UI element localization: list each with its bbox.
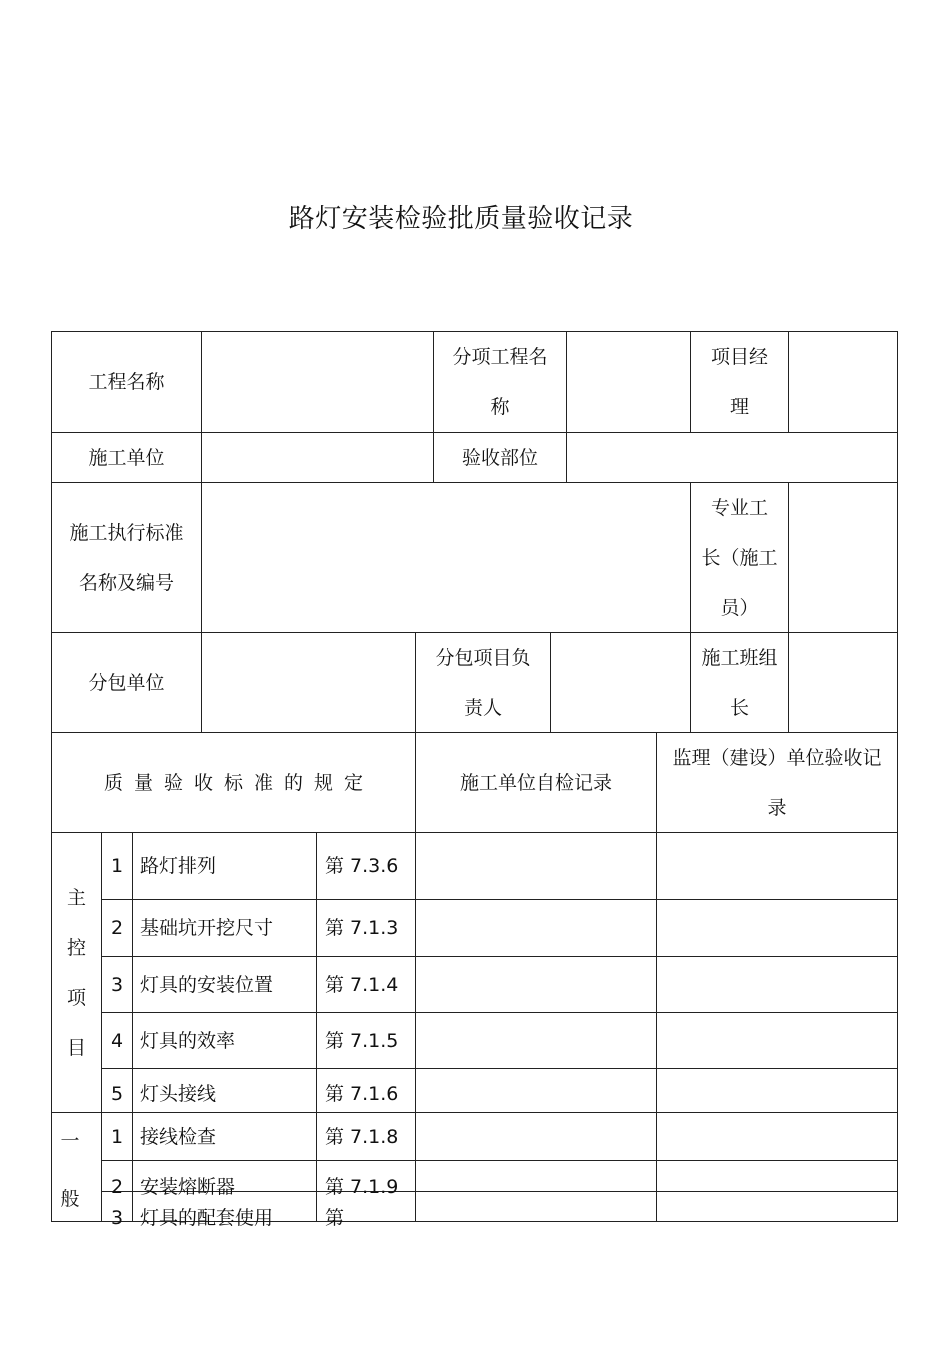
self-check-header: 施工单位自检记录 (459, 771, 612, 794)
table-line (897, 331, 898, 1222)
subcontract-manager-label (416, 633, 550, 732)
general-item-no: 3 (110, 1207, 124, 1229)
subcontract-unit-label: 分包单位 (88, 671, 165, 694)
foreman-value[interactable] (789, 483, 897, 632)
subcontract-manager-label-line1: 分包项目负 (435, 646, 531, 669)
main-control-char: 主 (66, 886, 86, 909)
main-item-name: 灯头接线 (140, 1083, 217, 1105)
main-item-name: 路灯排列 (140, 855, 217, 877)
quality-standard-header: 质量验收标准的规定 (103, 771, 374, 794)
main-item-no: 4 (110, 1029, 124, 1052)
general-item-clause: 第 7.1.9 (325, 1176, 399, 1198)
acceptance-part-label: 验收部位 (461, 446, 538, 469)
main-control-label (52, 833, 101, 1112)
main-control-char: 项 (66, 986, 86, 1009)
sub-project-name-value[interactable] (567, 332, 690, 432)
sub-project-name-label (434, 332, 566, 432)
team-leader-value[interactable] (789, 633, 897, 732)
main-item-clause: 第 7.1.4 (325, 973, 399, 996)
standard-label-line1: 施工执行标准 (69, 521, 184, 544)
standard-label-line2: 名称及编号 (78, 571, 174, 594)
main-item-no: 5 (110, 1083, 124, 1105)
team-leader-label (691, 633, 788, 732)
main-item-name: 灯具的安装位置 (140, 973, 274, 996)
general-item-no: 1 (110, 1125, 124, 1148)
main-item-no: 1 (110, 855, 124, 877)
general-item-no: 2 (110, 1176, 124, 1198)
project-manager-label-line1: 项目经 (710, 346, 768, 368)
general-label (52, 1116, 88, 1226)
main-item-no: 2 (110, 917, 124, 939)
main-item-clause: 第 7.1.5 (325, 1029, 399, 1052)
supervision-header-line2: 录 (767, 796, 787, 819)
subcontract-manager-label-line2: 责人 (463, 696, 502, 719)
foreman-label-line2: 长（施工 (701, 546, 778, 569)
foreman-label-line3: 员） (720, 596, 759, 619)
self-check-cell[interactable] (416, 833, 656, 1221)
sub-project-name-label-line1: 分项工程名 (452, 346, 548, 368)
standard-label (52, 483, 201, 632)
project-manager-label (691, 332, 788, 432)
main-item-name: 基础坑开挖尺寸 (140, 917, 274, 939)
general-item-name: 安装熔断器 (140, 1176, 236, 1198)
general-item-name: 灯具的配套使用 (140, 1207, 274, 1229)
general-item-name: 接线检查 (140, 1125, 217, 1148)
general-item-clause: 第 (325, 1207, 345, 1229)
page-title: 路灯安装检验批质量验收记录 (288, 204, 634, 234)
project-manager-value[interactable] (789, 332, 897, 432)
supervision-header (657, 733, 897, 832)
general-char: 一 (60, 1130, 80, 1152)
main-item-no: 3 (110, 973, 124, 996)
sub-project-name-label-line2: 称 (490, 396, 510, 418)
subcontract-manager-value[interactable] (551, 633, 690, 732)
main-item-clause: 第 7.3.6 (325, 855, 399, 877)
project-name-label: 工程名称 (88, 371, 165, 393)
team-leader-label-line1: 施工班组 (701, 646, 778, 669)
project-name-value[interactable] (202, 332, 433, 432)
construction-unit-label: 施工单位 (88, 446, 165, 469)
team-leader-label-line2: 长 (729, 696, 749, 719)
supervision-header-line1: 监理（建设）单位验收记 (672, 746, 882, 769)
main-item-clause: 第 7.1.3 (325, 917, 399, 939)
main-item-name: 灯具的效率 (140, 1029, 236, 1052)
foreman-label (691, 483, 788, 632)
general-item-clause: 第 7.1.8 (325, 1125, 399, 1148)
main-control-char: 控 (66, 936, 86, 959)
standard-value[interactable] (202, 483, 690, 632)
general-char: 般 (60, 1188, 80, 1210)
main-control-char: 目 (66, 1036, 86, 1059)
main-item-clause: 第 7.1.6 (325, 1083, 399, 1105)
table-line (316, 832, 317, 1222)
subcontract-unit-value[interactable] (202, 633, 415, 732)
construction-unit-value[interactable] (202, 433, 433, 482)
project-manager-label-line2: 理 (729, 396, 749, 418)
table-line (132, 832, 133, 1222)
supervision-cell[interactable] (657, 833, 897, 1221)
foreman-label-line1: 专业工 (710, 496, 768, 519)
acceptance-part-value[interactable] (567, 433, 897, 482)
